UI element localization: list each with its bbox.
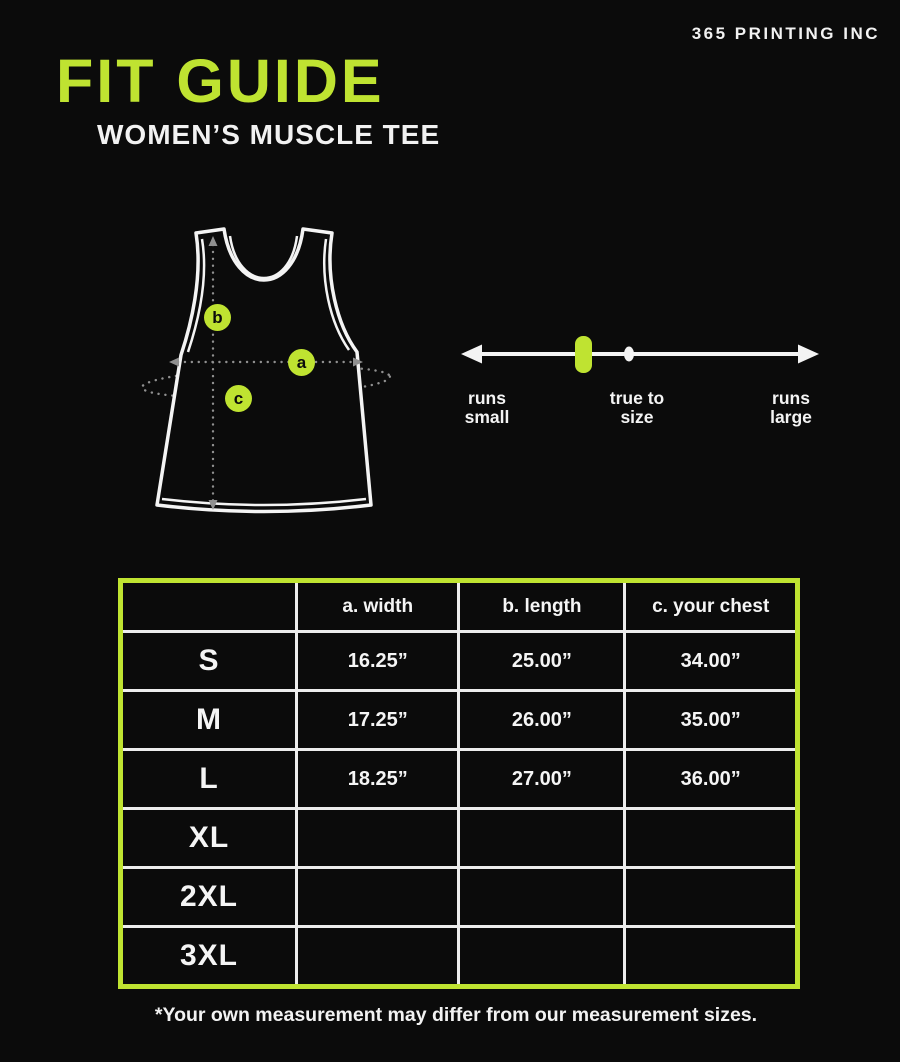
fit-scale-axis	[450, 337, 830, 371]
true-to-size-dot	[624, 347, 634, 362]
size-label: M	[121, 691, 297, 750]
chest-value: 35.00”	[625, 691, 798, 750]
runs-large-line2: large	[770, 407, 812, 427]
chest-value	[625, 927, 798, 987]
scale-label-runs-large	[741, 389, 841, 427]
width-value	[297, 927, 459, 987]
runs-large-line1: runs	[772, 388, 810, 408]
length-value: 25.00”	[459, 632, 625, 691]
marker-c: c	[225, 385, 252, 412]
size-label: S	[121, 632, 297, 691]
true-to-size-line1: true to	[609, 388, 665, 408]
arrow-right-icon	[798, 345, 819, 364]
runs-small-line2: small	[464, 407, 510, 427]
length-value: 26.00”	[459, 691, 625, 750]
page-title: FIT GUIDE	[56, 47, 385, 115]
length-value	[459, 809, 625, 868]
table-row	[121, 809, 798, 868]
header-length: b. length	[459, 581, 625, 632]
header-blank-cell	[121, 581, 297, 632]
length-value: 27.00”	[459, 750, 625, 809]
marker-a: a	[288, 349, 315, 376]
header-chest: c. your chest	[625, 581, 798, 632]
width-value: 18.25”	[297, 750, 459, 809]
table-row	[121, 750, 798, 809]
width-value: 16.25”	[297, 632, 459, 691]
table-header-row	[121, 581, 798, 632]
header-width: a. width	[297, 581, 459, 632]
width-value	[297, 868, 459, 927]
arrow-left-icon	[461, 345, 482, 364]
size-label: XL	[121, 809, 297, 868]
fit-indicator-handle	[575, 336, 592, 373]
width-value	[297, 809, 459, 868]
table-row	[121, 927, 798, 987]
table-row	[121, 632, 798, 691]
length-value	[459, 868, 625, 927]
width-arrow-left-icon	[169, 358, 179, 367]
true-to-size-line2: size	[620, 407, 654, 427]
length-value	[459, 927, 625, 987]
page-subtitle: WOMEN’S MUSCLE TEE	[97, 119, 441, 150]
muscle-tee-diagram	[125, 203, 415, 548]
chest-value: 36.00”	[625, 750, 798, 809]
scale-label-runs-small	[442, 389, 532, 427]
chest-value	[625, 868, 798, 927]
brand-name: 365 PRINTING INC	[691, 24, 880, 43]
size-table	[118, 578, 800, 989]
width-value: 17.25”	[297, 691, 459, 750]
runs-small-line1: runs	[468, 388, 506, 408]
tee-outline	[157, 229, 371, 512]
table-row	[121, 691, 798, 750]
table-row	[121, 868, 798, 927]
size-label: 3XL	[121, 927, 297, 987]
marker-b: b	[204, 304, 231, 331]
measurement-disclaimer: *Your own measurement may differ from our measurement sizes.	[154, 1004, 758, 1026]
scale-label-true-to-size	[587, 389, 687, 427]
size-label: L	[121, 750, 297, 809]
chest-value: 34.00”	[625, 632, 798, 691]
size-label: 2XL	[121, 868, 297, 927]
chest-value	[625, 809, 798, 868]
